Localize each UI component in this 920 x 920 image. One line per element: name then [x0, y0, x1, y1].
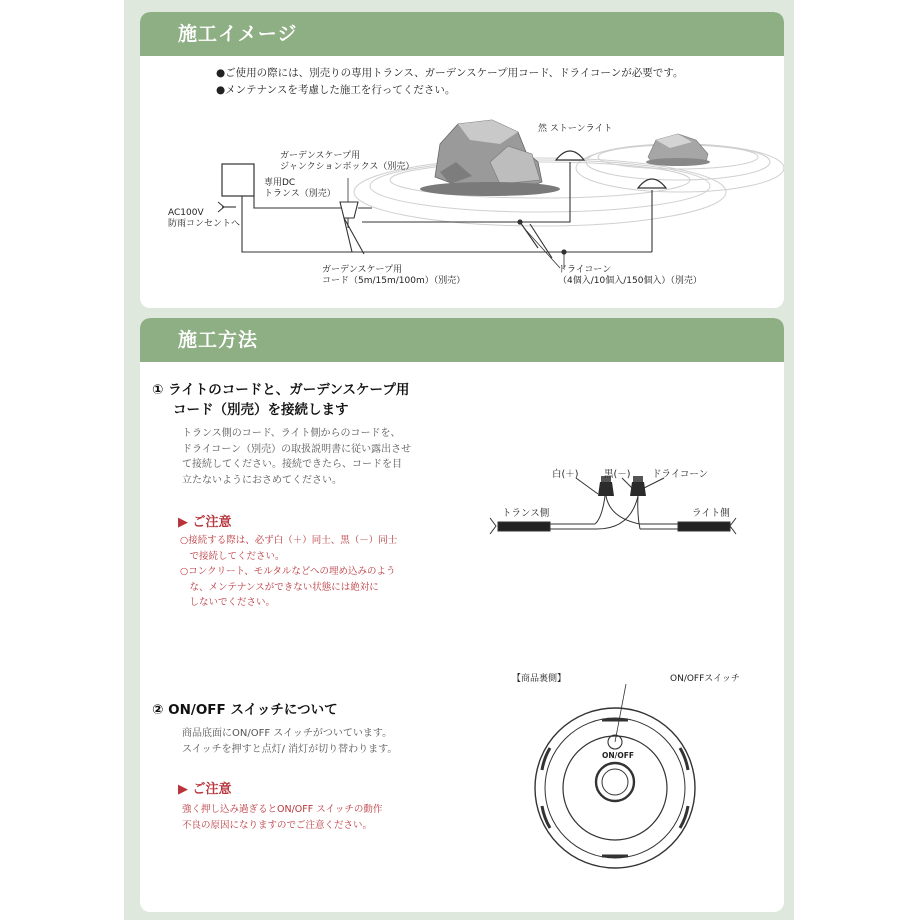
on-off-marking: ON/OFF: [602, 751, 635, 760]
section-title: 施工イメージ: [178, 23, 298, 45]
label-product-back: 【商品裏側】: [512, 674, 567, 684]
label-transformer: トランス（別売）: [264, 189, 336, 199]
label-on-off-switch: ON/OFFスイッチ: [670, 674, 740, 684]
label-white-plus: 白(＋): [552, 469, 579, 480]
label-cord: コード（5m/15m/100m）（別売）: [322, 276, 466, 286]
stone-light-icon: [638, 179, 666, 188]
stone-light-icon: [556, 151, 584, 160]
label-junction: ジャンクションボックス（別売）: [280, 162, 415, 172]
section-title: 施工方法: [178, 329, 259, 351]
step1-heading-line: ① ライトのコードと、ガーデンスケープ用: [152, 382, 410, 398]
section-installation-image: [140, 12, 784, 308]
body-line: ドライコーン（別売）の取扱説明書に従い露出させ: [182, 443, 412, 455]
label-cord: ガーデンスケープ用: [322, 265, 403, 275]
label-ac100v: AC100V: [168, 208, 204, 218]
body-line: て接続してください。接続できたら、コードを目: [182, 459, 402, 470]
body-line: 商品底面にON/OFF スイッチがついています。: [182, 728, 393, 739]
caution-line: ○コンクリート、モルタルなどへの埋め込みのよう: [180, 566, 396, 577]
label-drycone: ドライコーン: [558, 265, 612, 275]
step2-heading: ② ON/OFF スイッチについて: [152, 702, 338, 718]
label-stone-light: 然 ストーンライト: [538, 124, 613, 134]
caution-line: しないでください。: [180, 597, 276, 608]
caution-line: で接続してください。: [180, 550, 285, 562]
caution-line: ○接続する際は、必ず白（＋）同士、黒（－）同士: [180, 535, 398, 546]
caution-line: 不良の原因になりますのでご注意ください。: [182, 819, 373, 831]
caution-title: ▶ ご注意: [178, 782, 232, 797]
caution-line: な、メンテナンスができない状態には絶対に: [180, 581, 379, 593]
label-black-minus: 黒(－): [604, 469, 631, 480]
label-ac100v: 防雨コンセントへ: [168, 219, 241, 229]
junction-box: [340, 202, 372, 228]
installation-diagram: [140, 12, 784, 308]
section-installation-method: [140, 318, 784, 912]
body-line: トランス側のコード、ライト側からのコードを、: [182, 428, 401, 439]
label-junction: ガーデンスケープ用: [280, 151, 361, 161]
note-line: ●ご使用の際には、別売りの専用トランス、ガーデンスケープ用コード、ドライコーンが必要です。: [216, 67, 684, 79]
label-trans-side: トランス側: [502, 508, 550, 519]
body-line: 立たないようにおさめてください。: [182, 474, 342, 486]
transformer-box: [222, 164, 254, 196]
rock-illustration: [646, 134, 710, 166]
product-back-diagram: [140, 318, 784, 912]
label-transformer: 専用DC: [264, 178, 296, 188]
body-line: スイッチを押すと点灯/ 消灯が切り替わります。: [182, 743, 398, 755]
note-line: ●メンテナンスを考慮した施工を行ってください。: [216, 84, 456, 96]
label-light-side: ライト側: [692, 508, 730, 519]
caution-title: ▶ ご注意: [178, 515, 232, 530]
caution-line: 強く押し込み過ぎるとON/OFF スイッチの動作: [182, 804, 383, 815]
label-drycone: ドライコーン: [652, 469, 709, 480]
step1-heading-line: コード（別売）を接続します: [173, 402, 349, 418]
label-drycone: （4個入/10個入/150個入）（別売）: [558, 276, 702, 286]
